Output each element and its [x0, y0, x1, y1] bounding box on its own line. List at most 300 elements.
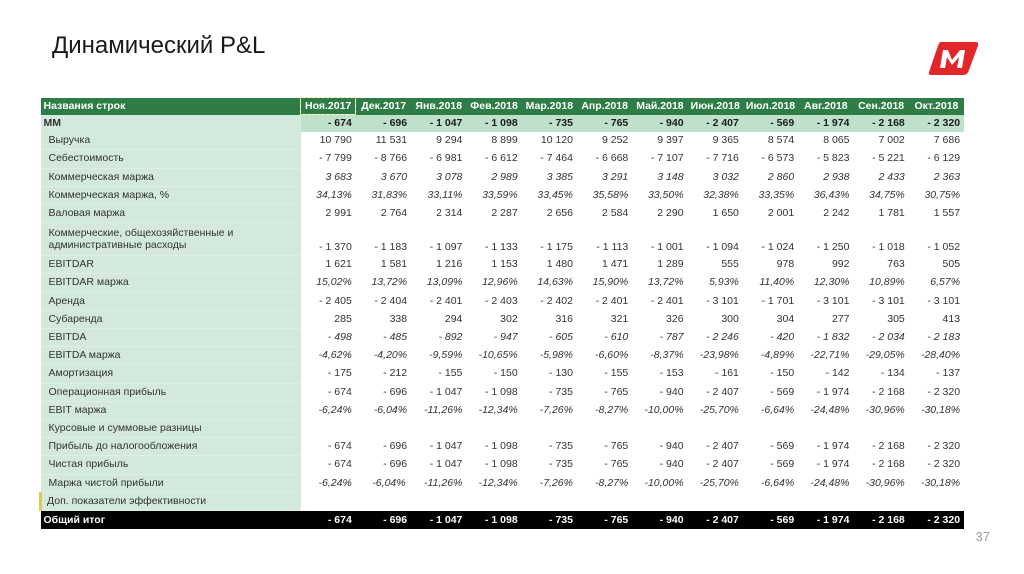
table-cell: -6,04% — [372, 476, 406, 489]
table-cell: - 2 401 — [650, 294, 684, 307]
table-cell: - 1 001 — [650, 241, 684, 254]
header-month[interactable]: Апр.2018 — [577, 98, 632, 115]
table-cell — [466, 420, 521, 438]
table-cell: 321 — [610, 312, 629, 325]
table-cell: - 947 — [493, 331, 518, 344]
table-cell — [853, 420, 908, 438]
table-row[interactable] — [41, 223, 965, 256]
table-cell — [798, 492, 853, 510]
table-cell: - 485 — [383, 331, 408, 344]
table-cell: - 1 098 — [484, 458, 518, 471]
table-cell: 1 480 — [546, 258, 573, 271]
table-cell: 305 — [887, 312, 905, 325]
table-cell: - 1 113 — [596, 241, 629, 254]
table-cell: 316 — [555, 312, 573, 325]
table-cell: - 1 018 — [872, 241, 905, 254]
table-cell: - 2 320 — [909, 115, 964, 133]
table-cell: 9 252 — [602, 134, 629, 147]
table-cell: - 175 — [327, 367, 352, 380]
total-cell: - 940 — [632, 511, 687, 530]
table-cell: - 735 — [549, 385, 573, 398]
table-cell: 294 — [444, 312, 463, 325]
group-label[interactable]: MM — [41, 115, 301, 133]
table-cell: 302 — [500, 312, 518, 325]
table-cell: - 1 701 — [761, 294, 795, 307]
total-cell: - 1 098 — [466, 511, 521, 530]
table-cell: - 155 — [438, 367, 463, 380]
table-cell: - 150 — [493, 367, 518, 380]
table-cell: - 940 — [632, 115, 687, 133]
table-row[interactable] — [41, 347, 965, 365]
table-cell: - 6 981 — [429, 152, 463, 165]
total-cell: - 735 — [522, 511, 577, 530]
table-cell: 33,45% — [537, 188, 573, 201]
table-cell: 7 686 — [933, 134, 961, 147]
table-cell: - 2 407 — [706, 440, 739, 453]
table-cell: - 2 407 — [688, 115, 743, 133]
table-cell: 9 397 — [657, 134, 684, 147]
row-label: EBITDAR маржа — [41, 274, 301, 292]
table-cell: 12,30% — [813, 276, 850, 289]
table-cell: 2 584 — [602, 207, 629, 220]
table-cell: - 2 168 — [872, 458, 905, 471]
table-cell: 12,96% — [482, 276, 518, 289]
table-cell: - 610 — [604, 331, 629, 344]
table-row[interactable] — [41, 420, 965, 438]
table-row[interactable] — [41, 401, 965, 419]
table-cell: -8,27% — [595, 476, 629, 489]
header-month[interactable]: Ноя.2017 — [301, 98, 356, 115]
table-cell: 413 — [942, 312, 961, 325]
table-cell: 3 291 — [602, 170, 629, 183]
table-cell: - 3 101 — [706, 294, 739, 307]
table-cell: - 6 612 — [484, 152, 518, 165]
table-cell: 1 289 — [657, 258, 684, 271]
table-cell: - 1 183 — [374, 241, 408, 254]
table-cell: 2 287 — [491, 207, 518, 220]
total-cell: - 765 — [577, 511, 632, 530]
table-cell: - 2 183 — [927, 331, 961, 344]
table-row[interactable] — [41, 186, 965, 204]
row-label: EBITDA — [41, 329, 301, 347]
table-cell: - 7 107 — [650, 152, 684, 165]
table-cell — [577, 420, 632, 438]
table-cell: - 787 — [659, 331, 684, 344]
table-cell: 34,13% — [316, 188, 352, 201]
table-cell: - 1 047 — [429, 440, 463, 453]
table-cell: -9,59% — [429, 349, 463, 362]
table-cell: 505 — [942, 258, 961, 271]
table-cell: - 150 — [770, 367, 795, 380]
table-cell: 555 — [721, 258, 739, 271]
table-cell: -4,62% — [318, 349, 352, 362]
table-cell — [356, 492, 411, 510]
table-cell: -4,89% — [760, 349, 795, 362]
table-cell: 8 899 — [491, 134, 518, 147]
row-label: Субаренда — [41, 310, 301, 328]
table-cell: - 2 320 — [927, 440, 961, 453]
group-row-mm[interactable] — [41, 115, 965, 133]
table-cell — [909, 492, 964, 510]
table-cell: 33,35% — [758, 188, 795, 201]
table-cell: 1 581 — [380, 258, 408, 271]
table-cell: - 674 — [327, 458, 352, 471]
table-cell: - 161 — [714, 367, 739, 380]
table-cell: -24,48% — [810, 476, 850, 489]
table-cell: - 1 024 — [761, 241, 795, 254]
total-cell: - 2 407 — [688, 511, 743, 530]
table-cell: 338 — [389, 312, 408, 325]
total-cell: - 1 047 — [411, 511, 466, 530]
table-row[interactable] — [41, 274, 965, 292]
table-cell: - 5 221 — [872, 152, 905, 165]
table-cell: - 696 — [356, 115, 411, 133]
table-cell: - 696 — [383, 385, 408, 398]
table-cell — [301, 492, 356, 510]
table-cell: - 569 — [743, 115, 798, 133]
slide-title: Динамический P&L — [52, 32, 266, 59]
table-cell: -4,20% — [373, 349, 408, 362]
row-label: EBIT маржа — [41, 401, 301, 419]
table-cell: - 569 — [770, 385, 795, 398]
table-cell: 2 938 — [823, 170, 850, 183]
row-label: Валовая маржа — [41, 205, 301, 223]
header-month[interactable]: Май.2018 — [632, 98, 687, 115]
table-cell: 15,02% — [316, 276, 352, 289]
row-label: Амортизация — [41, 365, 301, 383]
header-month[interactable]: Фев.2018 — [466, 98, 521, 115]
table-cell: 1 471 — [602, 258, 629, 271]
table-cell: 8 065 — [823, 134, 850, 147]
table-cell: 3 683 — [325, 170, 352, 183]
table-cell — [411, 492, 466, 510]
table-row[interactable] — [41, 205, 965, 223]
table-body — [41, 115, 965, 530]
table-cell: -12,34% — [478, 403, 518, 416]
table-cell: - 1 097 — [429, 241, 463, 254]
table-cell — [632, 420, 687, 438]
table-cell: -12,34% — [478, 476, 518, 489]
table-cell: 326 — [666, 312, 684, 325]
table-cell: - 1 052 — [927, 241, 961, 254]
row-label: EBITDA маржа — [41, 347, 301, 365]
table-cell: - 7 716 — [706, 152, 739, 165]
table-cell: 33,50% — [647, 188, 684, 201]
header-row — [41, 98, 965, 115]
table-cell: - 3 101 — [927, 294, 961, 307]
table-row[interactable] — [41, 365, 965, 383]
table-cell: 2 242 — [823, 207, 850, 220]
table-cell: 763 — [887, 258, 905, 271]
table-cell: - 2 320 — [927, 458, 961, 471]
table-cell: - 1 133 — [484, 241, 518, 254]
table-cell: 33,11% — [427, 188, 463, 201]
table-cell: - 674 — [327, 385, 352, 398]
table-cell: - 605 — [549, 331, 573, 344]
table-cell: -29,05% — [865, 349, 905, 362]
table-cell: - 8 766 — [374, 152, 408, 165]
header-month[interactable]: Сен.2018 — [853, 98, 908, 115]
table-cell: - 2 034 — [872, 331, 905, 344]
table-cell: -30,96% — [865, 476, 905, 489]
table-cell: 1 781 — [878, 207, 905, 220]
table-cell: - 892 — [438, 331, 463, 344]
table-cell: 1 557 — [933, 207, 961, 220]
table-cell: 10 790 — [319, 134, 352, 147]
table-cell: - 420 — [770, 331, 795, 344]
table-cell: - 940 — [659, 440, 684, 453]
table-cell: - 569 — [770, 440, 795, 453]
table-cell — [688, 420, 743, 438]
table-cell — [301, 420, 356, 438]
table-cell — [909, 420, 964, 438]
table-cell — [688, 492, 743, 510]
table-cell: -7,26% — [539, 403, 573, 416]
table-cell: 2 363 — [933, 170, 961, 183]
table-cell: 13,09% — [426, 276, 463, 289]
table-cell: - 7 464 — [540, 152, 573, 165]
table-cell — [522, 420, 577, 438]
header-month[interactable]: Янв.2018 — [411, 98, 466, 115]
table-cell: 14,63% — [537, 276, 573, 289]
row-label: Маржа чистой прибыли — [41, 474, 301, 492]
table-cell: -10,65% — [478, 349, 518, 362]
header-month[interactable]: Июл.2018 — [743, 98, 798, 115]
table-cell — [411, 420, 466, 438]
table-cell: - 2 402 — [540, 294, 573, 307]
row-label: Доп. показатели эффективности — [41, 492, 301, 510]
table-cell: -10,00% — [644, 403, 684, 416]
table-cell: -7,26% — [539, 476, 573, 489]
row-label: Прибыль до налогообложения — [41, 438, 301, 456]
table-row[interactable] — [41, 329, 965, 347]
table-cell: - 2 168 — [872, 440, 905, 453]
table-cell: -6,24% — [318, 403, 352, 416]
table-row[interactable] — [41, 132, 965, 150]
brand-logo-icon — [928, 38, 978, 78]
table-cell: - 134 — [880, 367, 905, 380]
table-cell: -6,24% — [318, 476, 352, 489]
table-cell: 3 078 — [436, 170, 463, 183]
table-cell: - 696 — [383, 440, 408, 453]
table-cell: - 5 823 — [816, 152, 850, 165]
table-cell: -6,04% — [373, 403, 408, 416]
table-cell: - 940 — [659, 385, 684, 398]
table-row[interactable] — [41, 456, 965, 474]
table-cell: 6,57% — [930, 276, 961, 289]
table-cell: -30,18% — [920, 403, 961, 416]
table-cell: 36,43% — [813, 188, 850, 201]
table-cell: - 2 246 — [706, 331, 739, 344]
table-cell: - 498 — [327, 331, 352, 344]
table-cell: -25,70% — [699, 403, 739, 416]
table-cell: -10,00% — [644, 476, 684, 489]
table-cell: - 1 047 — [429, 458, 463, 471]
table-cell: - 7 799 — [319, 152, 352, 165]
table-cell: - 569 — [770, 458, 795, 471]
table-cell: 7 002 — [878, 134, 905, 147]
table-cell: 10,89% — [869, 276, 905, 289]
table-cell: - 1 974 — [816, 458, 850, 471]
table-cell: - 2 407 — [706, 458, 739, 471]
table-cell — [853, 492, 908, 510]
total-cell: - 569 — [743, 511, 798, 530]
table-cell: 15,90% — [592, 276, 629, 289]
row-label: EBITDAR — [41, 256, 301, 274]
table-cell: - 130 — [549, 367, 573, 380]
table-cell — [798, 420, 853, 438]
table-cell: -5,98% — [539, 349, 573, 362]
table-row[interactable] — [41, 492, 965, 510]
total-label: Общий итог — [41, 511, 301, 530]
table-cell: 2 860 — [767, 170, 795, 183]
table-row[interactable] — [41, 474, 965, 492]
header-month[interactable]: Окт.2018 — [909, 98, 964, 115]
table-row[interactable] — [41, 310, 965, 328]
table-cell: - 1 098 — [484, 385, 518, 398]
page-number: 37 — [975, 529, 990, 544]
table-cell: -8,37% — [650, 349, 684, 362]
table-cell: 1 216 — [436, 258, 463, 271]
table-cell: - 2 320 — [927, 385, 961, 398]
table-cell: 2 991 — [325, 207, 352, 220]
table-row[interactable] — [41, 256, 965, 274]
table-cell: -23,98% — [699, 349, 739, 362]
table-cell: 31,83% — [371, 188, 408, 201]
table-cell: 8 574 — [767, 134, 795, 147]
table-cell: -8,27% — [595, 403, 629, 416]
table-row[interactable] — [41, 292, 965, 310]
pnl-table-container — [39, 97, 963, 529]
table-cell: 3 670 — [380, 170, 408, 183]
table-cell: 11,40% — [759, 276, 795, 289]
table-cell: - 735 — [549, 458, 573, 471]
table-cell: 2 001 — [767, 207, 795, 220]
total-cell: - 2 320 — [909, 511, 964, 530]
table-cell: - 735 — [549, 440, 573, 453]
row-label: Себестоимость — [41, 150, 301, 168]
table-cell: 13,72% — [647, 276, 684, 289]
header-label[interactable]: Названия строк — [41, 98, 301, 115]
table-cell: - 2 405 — [319, 294, 352, 307]
table-cell: 35,58% — [592, 188, 629, 201]
table-cell: - 674 — [327, 440, 352, 453]
table-row[interactable] — [41, 168, 965, 186]
table-cell: - 6 668 — [595, 152, 629, 165]
table-cell: 9 294 — [436, 134, 463, 147]
table-cell: - 1 974 — [816, 385, 850, 398]
row-label: Коммерческая маржа, % — [41, 186, 301, 204]
table-cell: - 3 101 — [872, 294, 905, 307]
table-cell: 300 — [721, 312, 739, 325]
total-cell: - 696 — [356, 511, 411, 530]
row-label: Операционная прибыль — [41, 383, 301, 401]
table-cell: - 674 — [301, 115, 356, 133]
table-cell: -11,26% — [424, 476, 463, 489]
header-month[interactable]: Дек.2017 — [356, 98, 411, 115]
table-cell: - 1 832 — [816, 331, 850, 344]
row-label: Выручка — [41, 132, 301, 150]
table-cell: 2 764 — [380, 207, 408, 220]
table-cell: 1 153 — [491, 258, 518, 271]
table-cell: -11,26% — [424, 403, 463, 416]
table-cell: -28,40% — [920, 349, 961, 362]
table-cell: 5,93% — [709, 276, 739, 289]
table-cell: - 212 — [383, 367, 408, 380]
total-row[interactable] — [41, 511, 965, 530]
table-cell: - 1 974 — [798, 115, 853, 133]
table-cell: - 2 168 — [853, 115, 908, 133]
table-cell: -30,18% — [920, 476, 961, 489]
total-cell: - 1 974 — [798, 511, 853, 530]
table-cell: -24,48% — [810, 403, 850, 416]
table-cell: 285 — [334, 312, 352, 325]
table-cell: - 765 — [577, 115, 632, 133]
table-cell: 3 385 — [546, 170, 573, 183]
table-cell: 3 148 — [657, 170, 684, 183]
table-cell: - 1 098 — [484, 440, 518, 453]
table-cell — [356, 420, 411, 438]
table-cell: - 2 403 — [484, 294, 518, 307]
table-row[interactable] — [41, 150, 965, 168]
table-cell: - 2 168 — [872, 385, 905, 398]
header-month[interactable]: Авг.2018 — [798, 98, 853, 115]
table-cell: - 696 — [383, 458, 408, 471]
table-cell: - 2 401 — [595, 294, 629, 307]
table-cell: - 765 — [604, 458, 629, 471]
total-cell: - 674 — [301, 511, 356, 530]
table-cell: 1 621 — [325, 258, 352, 271]
row-label: Курсовые и суммовые разницы — [41, 420, 301, 438]
table-cell: 992 — [831, 258, 850, 271]
table-row[interactable] — [41, 383, 965, 401]
table-cell: 2 314 — [436, 207, 463, 220]
header-month[interactable]: Июн.2018 — [688, 98, 743, 115]
table-cell: 978 — [776, 258, 795, 271]
table-row[interactable] — [41, 438, 965, 456]
table-cell: 13,72% — [371, 276, 408, 289]
row-label: Аренда — [41, 292, 301, 310]
total-cell: - 2 168 — [853, 511, 908, 530]
table-cell: -6,64% — [760, 476, 795, 489]
table-cell — [466, 492, 521, 510]
table-cell: 10 120 — [540, 134, 573, 147]
table-cell: - 137 — [936, 367, 961, 380]
table-cell: - 2 404 — [374, 294, 408, 307]
table-cell: - 1 175 — [540, 241, 573, 254]
table-cell: - 6 573 — [761, 152, 795, 165]
table-cell: -6,60% — [595, 349, 629, 362]
table-cell — [743, 492, 798, 510]
table-cell: 2 433 — [878, 170, 905, 183]
table-cell: -30,96% — [865, 403, 905, 416]
table-cell: - 1 974 — [816, 440, 850, 453]
table-cell: 30,75% — [924, 188, 961, 201]
table-cell: 2 656 — [546, 207, 573, 220]
table-cell: 1 650 — [712, 207, 739, 220]
pnl-table — [39, 97, 964, 529]
table-cell: - 2 401 — [429, 294, 463, 307]
table-cell: - 155 — [604, 367, 629, 380]
table-cell: 32,38% — [703, 188, 739, 201]
row-label: Коммерческая маржа — [41, 168, 301, 186]
table-cell: 277 — [831, 312, 850, 325]
row-label: Коммерческие, общехозяйственные и административные расходы — [41, 223, 301, 256]
table-cell: - 1 250 — [816, 241, 850, 254]
row-label: Чистая прибыль — [41, 456, 301, 474]
table-cell: - 1 094 — [706, 241, 739, 254]
header-month[interactable]: Мар.2018 — [522, 98, 577, 115]
